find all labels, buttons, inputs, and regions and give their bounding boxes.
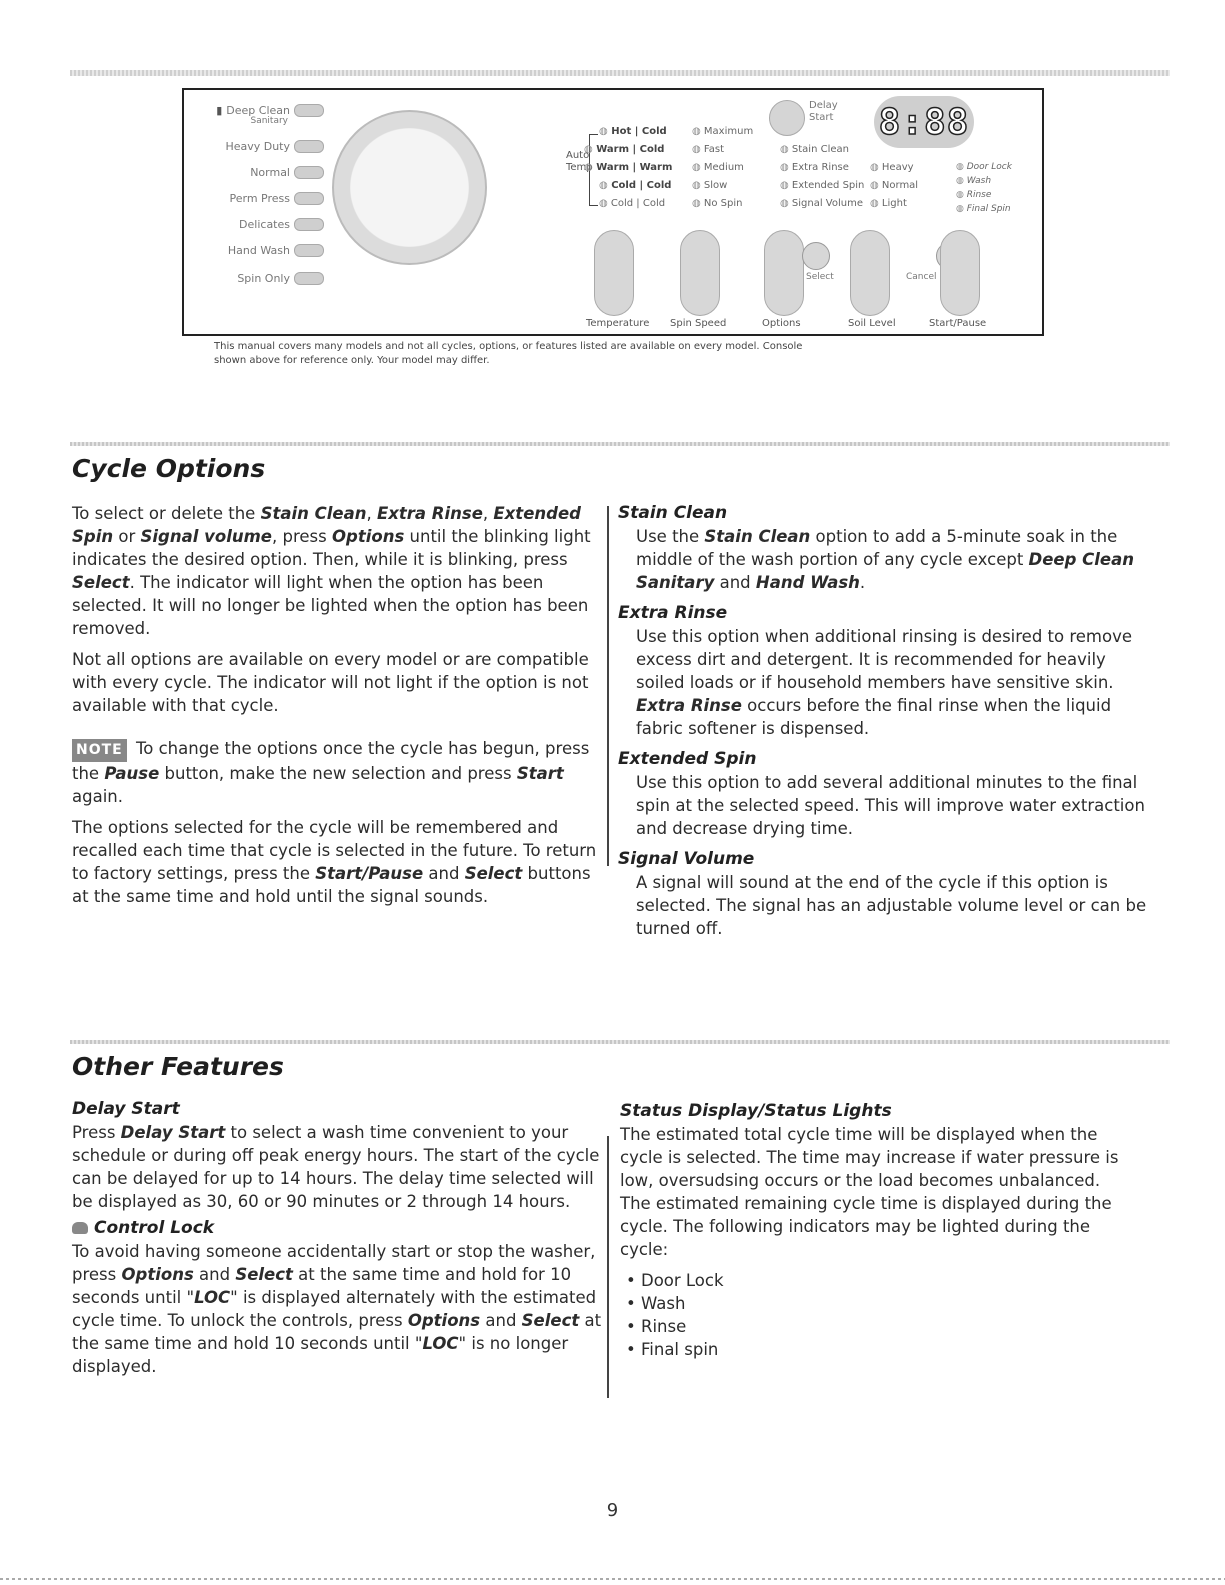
delay-start-heading: Delay Start <box>72 1099 180 1119</box>
soil-option: ◍ Normal <box>870 180 918 191</box>
temp-option: ◍ Hot | Cold <box>599 126 667 137</box>
other-features-title: Other Features <box>72 1052 284 1081</box>
bottom-rule <box>0 1578 1225 1580</box>
list-item: • Rinse <box>640 1315 1130 1338</box>
select-button <box>802 242 830 270</box>
start-pause-button <box>940 230 980 316</box>
column-rule <box>607 506 609 866</box>
top-rule <box>70 70 1170 76</box>
temperature-label: Temperature <box>586 318 650 329</box>
temp-option: ◍ Cold | Cold <box>599 180 671 191</box>
paragraph: Not all options are available on every model or are compatible with every cycle. The indicator will not light if the option is not available with that cycle. <box>72 650 589 715</box>
speed-option: ◍ Fast <box>692 144 724 155</box>
cycle-item: ▮ Deep Clean <box>216 104 324 117</box>
other-features-left <box>72 1098 602 1386</box>
temp-option: ◍ Warm | Warm <box>584 162 672 173</box>
start-label: Start <box>809 112 834 123</box>
stain-clean-heading: Stain Clean <box>618 503 728 523</box>
speed-option: ◍ Slow <box>692 180 727 191</box>
cycle-led <box>294 244 324 257</box>
control-lock-text: To avoid having someone accidentally start or stop the washer, press Options and Select at the same time and hold for 10 seconds until "LOC" is displayed alternately with the estimated cycle time. To unlock the controls, press Options and Select at the same time and hold 10 seconds until "LOC" is no longer displayed. <box>72 1242 602 1376</box>
list-item: • Final spin <box>640 1338 1130 1361</box>
cycle-item <box>250 166 324 179</box>
cycle-label: Spin Only <box>237 272 290 285</box>
lock-icon <box>72 1222 88 1234</box>
cycle-led <box>294 192 324 205</box>
options-button <box>764 230 804 316</box>
signal-volume-heading: Signal Volume <box>618 849 755 869</box>
cycle-label: Delicates <box>239 218 290 231</box>
extended-spin-heading: Extended Spin <box>618 749 757 769</box>
cycle-sub-label: Sanitary <box>250 116 288 126</box>
extra-rinse-heading: Extra Rinse <box>618 603 728 623</box>
cycle-led <box>294 166 324 179</box>
status-light: ◍ Final Spin <box>956 204 1011 214</box>
speed-option: ◍ No Spin <box>692 198 743 209</box>
status-list <box>620 1269 1130 1361</box>
temp-option: ◍ Cold | Cold <box>599 198 665 209</box>
console-illustration <box>182 88 1044 336</box>
option-item: ◍ Stain Clean <box>780 144 849 155</box>
list-item: • Wash <box>640 1292 1130 1315</box>
note-paragraph: NOTE To change the options once the cycle has begun, press the Pause button, make the new selection and press Start again. <box>72 739 590 806</box>
cycle-item <box>239 218 324 231</box>
options-label: Options <box>762 318 801 329</box>
section-rule <box>70 442 1170 446</box>
paragraph: To select or delete the Stain Clean, Extra Rinse, Extended Spin or Signal volume, press Options until the blinking light indicates the desired option. Then, while it is blinking, press Select. The indicator will light when the option has been selected. It will no longer be lighted when the option has been removed. <box>72 504 591 638</box>
status-display-heading: Status Display/Status Lights <box>620 1101 892 1121</box>
cycle-item <box>225 140 324 153</box>
speed-option: ◍ Maximum <box>692 126 753 137</box>
status-light: ◍ Door Lock <box>956 162 1012 172</box>
note-badge: NOTE <box>72 739 127 762</box>
status-light: ◍ Wash <box>956 176 991 186</box>
cycle-label: Normal <box>250 166 290 179</box>
delay-start-label <box>809 100 838 124</box>
page-number: 9 <box>606 1500 619 1521</box>
temperature-button <box>594 230 634 316</box>
spin-speed-button <box>680 230 720 316</box>
cycle-options-right <box>618 502 1148 948</box>
soil-level-button <box>850 230 890 316</box>
cycle-item <box>237 272 324 285</box>
option-item: ◍ Extra Rinse <box>780 162 849 173</box>
extended-spin-text: Use this option to add several additional minutes to the final spin at the selected speed. This will improve water extraction and decrease drying time. <box>636 773 1145 838</box>
status-light: ◍ Rinse <box>956 190 991 200</box>
cycle-knob <box>332 110 487 265</box>
auto-label: Auto <box>566 150 590 161</box>
cancel-label: Cancel <box>906 272 937 282</box>
cycle-led <box>294 218 324 231</box>
status-display-text: The estimated total cycle time will be displayed when the cycle is selected. The time may increase if water pressure is low, oversudsing occurs or the load becomes unbalanced. The estimated remaining cycle time is displayed during the cycle. The following indicators may be lighted during the cycle: <box>620 1125 1119 1259</box>
control-lock-heading: Control Lock <box>72 1217 602 1240</box>
delay-label: Delay <box>809 100 838 111</box>
option-item: ◍ Extended Spin <box>780 180 864 191</box>
speed-option: ◍ Medium <box>692 162 744 173</box>
cycle-label: Heavy Duty <box>225 140 290 153</box>
cycle-led <box>294 272 324 285</box>
start-pause-label: Start/Pause <box>929 318 987 329</box>
delay-start-button <box>769 100 805 136</box>
cycle-item <box>230 192 325 205</box>
time-display: 8:88 <box>874 96 974 148</box>
select-label: Select <box>806 272 834 282</box>
cycle-options-title: Cycle Options <box>72 454 266 483</box>
cycle-label: Perm Press <box>229 192 290 205</box>
other-features-right <box>620 1100 1130 1361</box>
column-rule <box>607 1136 609 1398</box>
temp-option: ◍ Warm | Cold <box>584 144 664 155</box>
cycle-item <box>228 244 324 257</box>
disclaimer: This manual covers many models and not all cycles, options, or features listed are available on every model. Console shown above for reference only. Your model may differ. <box>214 341 803 366</box>
cycle-sub <box>250 116 288 126</box>
soil-option: ◍ Light <box>870 198 907 209</box>
temp-label: Temp <box>566 162 593 173</box>
cycle-options-left <box>72 502 602 916</box>
signal-volume-text: A signal will sound at the end of the cycle if this option is selected. The signal has an adjustable volume level or can be turned off. <box>636 873 1147 938</box>
spin-speed-label: Spin Speed <box>670 318 727 329</box>
cycle-label: Deep Clean <box>226 104 290 117</box>
cycle-led <box>294 140 324 153</box>
delay-start-text: Press Delay Start to select a wash time convenient to your schedule or during off peak energy hours. The start of the cycle can be delayed for up to 14 hours. The delay time selected will be displayed as 30, 60 or 90 minutes or 2 through 14 hours. <box>72 1123 600 1211</box>
stain-clean-text: Use the Stain Clean option to add a 5-minute soak in the middle of the wash portion of any cycle except Deep Clean Sanitary and Hand Wash. <box>636 527 1135 592</box>
section-rule <box>70 1040 1170 1044</box>
list-item: • Door Lock <box>640 1269 1130 1292</box>
extra-rinse-text: Use this option when additional rinsing is desired to remove excess dirt and detergent. It is recommended for heavily soiled loads or if household members have sensitive skin. Extra Rinse occurs before the final rinse when the liquid fabric softener is dispensed. <box>636 627 1133 738</box>
option-item: ◍ Signal Volume <box>780 198 863 209</box>
paragraph: The options selected for the cycle will be remembered and recalled each time that cycle is selected in the future. To return to factory settings, press the Start/Pause and Select buttons at the same time and hold until the signal sounds. <box>72 818 597 906</box>
soil-level-label: Soil Level <box>848 318 896 329</box>
soil-option: ◍ Heavy <box>870 162 914 173</box>
cycle-led <box>294 104 324 117</box>
cycle-label: Hand Wash <box>227 244 290 257</box>
